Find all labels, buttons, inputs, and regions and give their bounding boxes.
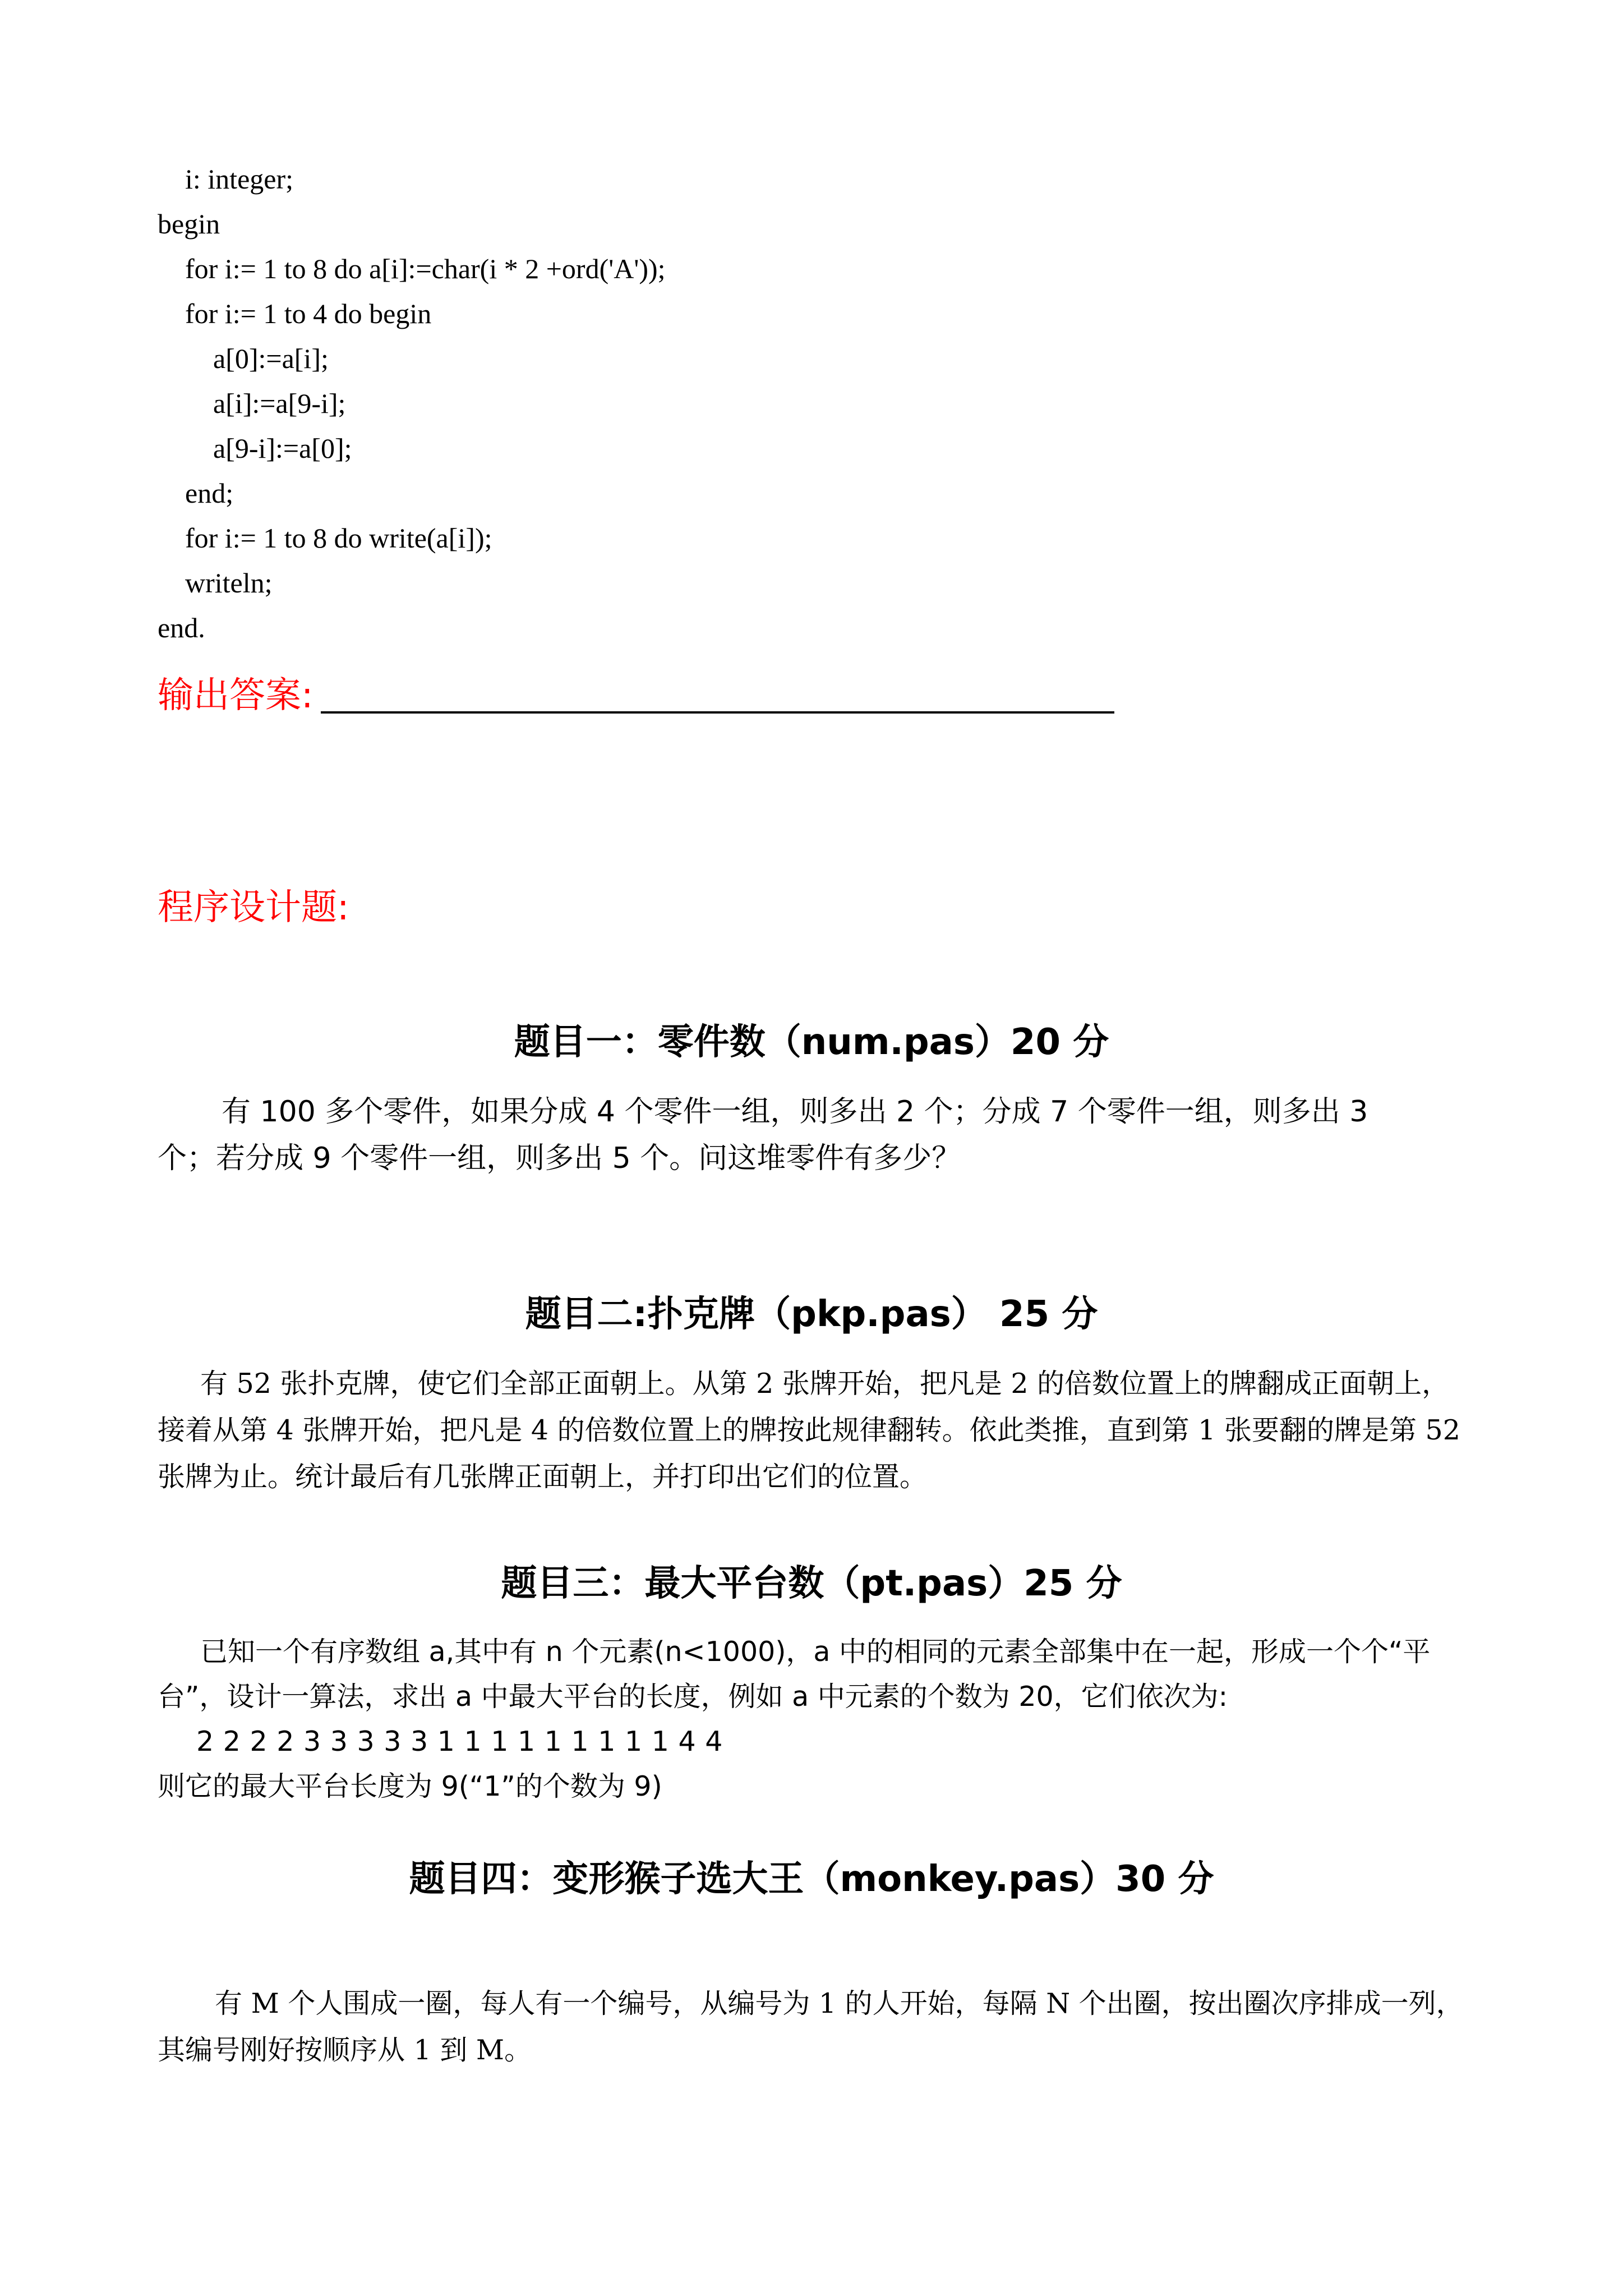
problem-title: 题目二:扑克牌（pkp.pas） 25 分 xyxy=(525,1294,1098,1335)
problem-title: 题目三：最大平台数（pt.pas）25 分 xyxy=(501,1563,1122,1604)
problem-text-line: 则它的最大平台长度为 9(“1”的个数为 9) xyxy=(158,1770,662,1802)
code-line: a[0]:=a[i]; xyxy=(213,343,329,374)
problem-text-line: 已知一个有序数组 a,其中有 n 个元素(n<1000)，a 中的相同的元素全部集中在一起，形成一个个“平 xyxy=(200,1636,1431,1668)
code-line: end. xyxy=(158,612,205,643)
answer-blank-line xyxy=(321,711,1114,714)
problem-text-line: 有 M 个人围成一圈，每人有一个编号，从编号为 1 的人开始，每隔 N 个出圈，按出圈次序排成一列， xyxy=(215,1987,1464,2019)
code-line: for i:= 1 to 8 do write(a[i]); xyxy=(185,522,492,554)
code-line: i: integer; xyxy=(185,163,293,195)
section-heading: 程序设计题: xyxy=(158,887,349,928)
problem-text-line: 个；若分成 9 个零件一组，则多出 5 个。问这堆零件有多少？ xyxy=(158,1142,961,1175)
code-line: writeln; xyxy=(185,567,273,599)
problem-text-line: 有 100 多个零件，如果分成 4 个零件一组，则多出 2 个；分成 7 个零件一组，则多出 3 xyxy=(222,1095,1368,1129)
problem-text-line: 2 2 2 2 3 3 3 3 3 1 1 1 1 1 1 1 1 1 4 4 xyxy=(196,1726,723,1757)
problem-text-line: 接着从第 4 张牌开始，把凡是 4 的倍数位置上的牌按此规律翻转。依此类推，直到第 1 张要翻的牌是第 52 xyxy=(158,1414,1460,1446)
problem-title: 题目一：零件数（num.pas）20 分 xyxy=(514,1022,1109,1063)
problem-text-line: 其编号刚好按顺序从 1 到 M。 xyxy=(158,2034,532,2066)
code-line: begin xyxy=(158,208,220,240)
answer-label: 输出答案: xyxy=(158,675,313,716)
code-line: a[9-i]:=a[0]; xyxy=(213,432,352,464)
code-line: for i:= 1 to 8 do a[i]:=char(i * 2 +ord('A')); xyxy=(185,253,666,284)
code-line: for i:= 1 to 4 do begin xyxy=(185,298,432,329)
problem-text-line: 台”，设计一算法，求出 a 中最大平台的长度，例如 a 中元素的个数为 20，它们依次为: xyxy=(158,1681,1228,1713)
problem-title: 题目四：变形猴子选大王（monkey.pas）30 分 xyxy=(409,1858,1214,1900)
problem-text-line: 张牌为止。统计最后有几张牌正面朝上，并打印出它们的位置。 xyxy=(158,1461,928,1493)
code-line: a[i]:=a[9-i]; xyxy=(213,388,346,419)
problem-text-line: 有 52 张扑克牌，使它们全部正面朝上。从第 2 张牌开始，把凡是 2 的倍数位置上的牌翻成正面朝上， xyxy=(200,1368,1450,1400)
code-line: end; xyxy=(185,477,234,509)
